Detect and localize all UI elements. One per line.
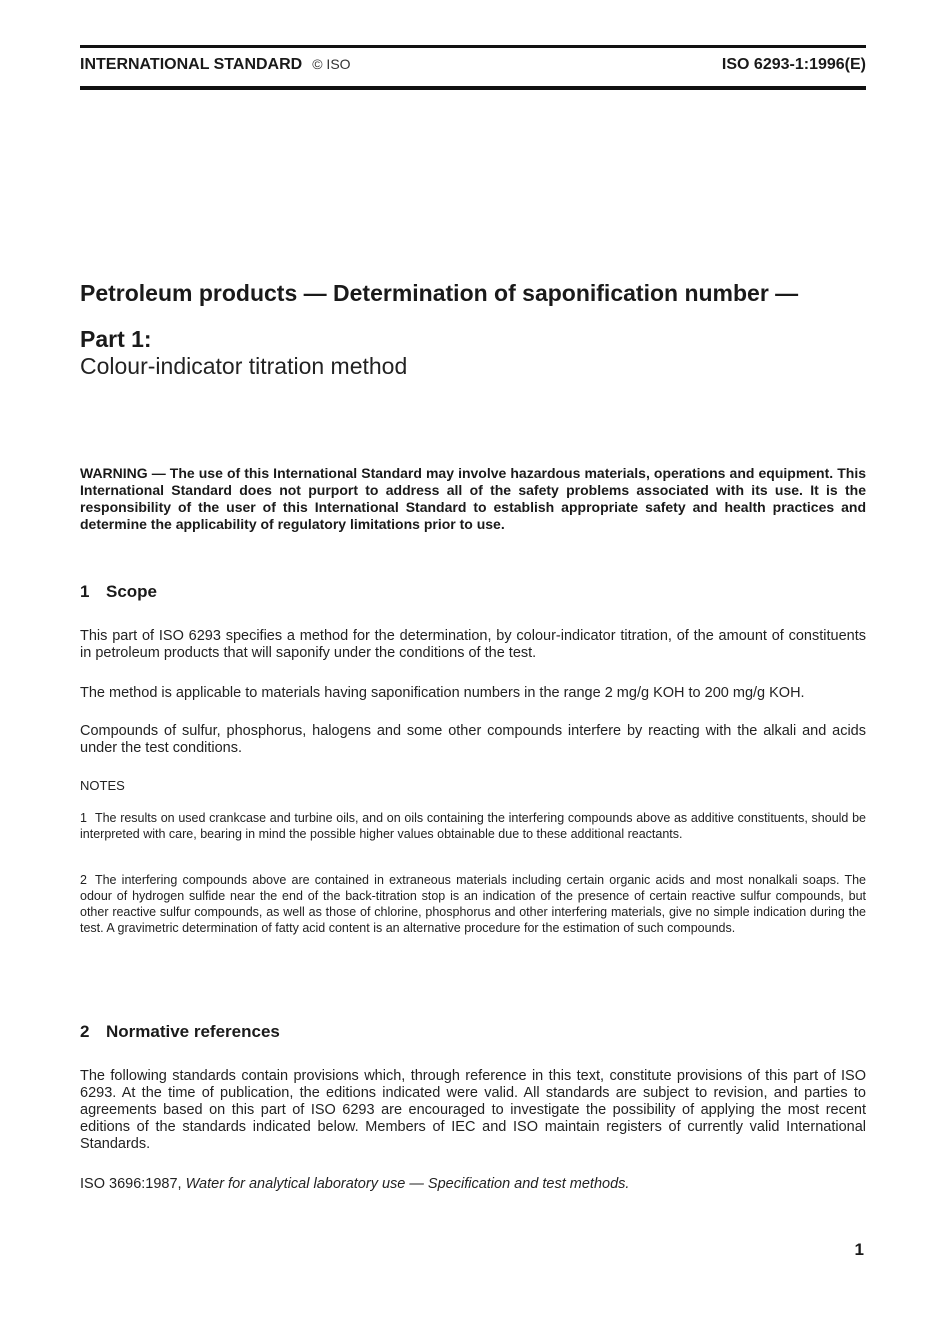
section-1-heading xyxy=(80,582,157,602)
header-top-rule xyxy=(80,45,866,48)
section-1-number: 1 xyxy=(80,582,90,601)
note-1-text: The results on used crankcase and turbine oils, and on oils containing the interfering compounds above as additive constituents, should be interpreted with care, bearing in mind the possible higher values obtainable due to these additional reactants. xyxy=(80,811,866,841)
section-2-heading xyxy=(80,1022,280,1042)
references-paragraph: The following standards contain provisions which, through reference in this text, constitute provisions of this part of ISO 6293. At the time of publication, the editions indicated were valid. All standards are subject to revision, and parties to agreements based on this part of ISO 6293 are encouraged to investigate the possibility of applying the most recent editions of the standards indicated below. Members of IEC and ISO maintain registers of currently valid International Standards. xyxy=(80,1068,866,1152)
note-2-number: 2 xyxy=(80,873,87,887)
note-2 xyxy=(80,872,866,936)
standard-number: ISO 6293-1:1996(E) xyxy=(721,56,866,73)
document-subtitle: Colour-indicator titration method xyxy=(80,353,408,379)
section-2-number: 2 xyxy=(80,1022,90,1041)
scope-paragraph-1: This part of ISO 6293 specifies a method for the determination, by colour-indicator titration, of the amount of constituents in petroleum products that will saponify under the conditions of the test. xyxy=(80,628,866,661)
reference-title: Water for analytical laboratory use — Specification and test methods. xyxy=(185,1176,630,1192)
reference-entry xyxy=(80,1176,629,1192)
section-2-title: Normative references xyxy=(106,1022,280,1041)
header-left xyxy=(80,56,351,74)
document-title: Petroleum products — Determination of saponification number — xyxy=(80,280,799,306)
reference-id: ISO 3696:1987, xyxy=(80,1176,182,1192)
scope-paragraph-2: The method is applicable to materials having saponification numbers in the range 2 mg/g KOH to 200 mg/g KOH. xyxy=(80,685,805,701)
standard-type-label: INTERNATIONAL STANDARD xyxy=(80,56,303,73)
note-1 xyxy=(80,810,866,842)
part-label: Part 1: xyxy=(80,326,152,352)
notes-label: NOTES xyxy=(80,778,125,793)
page-number: 1 xyxy=(854,1240,864,1259)
copyright-label: © ISO xyxy=(312,56,351,72)
scope-paragraph-3: Compounds of sulfur, phosphorus, halogens and some other compounds interfere by reacting with the alkali and acids under the test conditions. xyxy=(80,723,866,756)
header-bottom-rule xyxy=(80,86,866,90)
note-1-number: 1 xyxy=(80,811,87,825)
running-header xyxy=(80,56,866,78)
section-1-title: Scope xyxy=(106,582,158,601)
warning-paragraph: WARNING — The use of this International Standard may involve hazardous materials, operations and equipment. This International Standard does not purport to address all of the safety problems associated with its use. It is the responsibility of the user of this International Standard to establish appropriate safety and health practices and determine the applicability of regulatory limitations prior to use. xyxy=(80,465,866,532)
note-2-text: The interfering compounds above are contained in extraneous materials including certain organic acids and most nonalkali soaps. The odour of hydrogen sulfide near the end of the back-titration stop is an indication of the presence of certain reactive sulfur compounds, but other reactive sulfur compounds, as well as those of chlorine, phosphorus and other interfering materials, give no simple indication during the test. A gravimetric determination of fatty acid content is an alternative procedure for the estimation of such compounds. xyxy=(80,873,866,935)
